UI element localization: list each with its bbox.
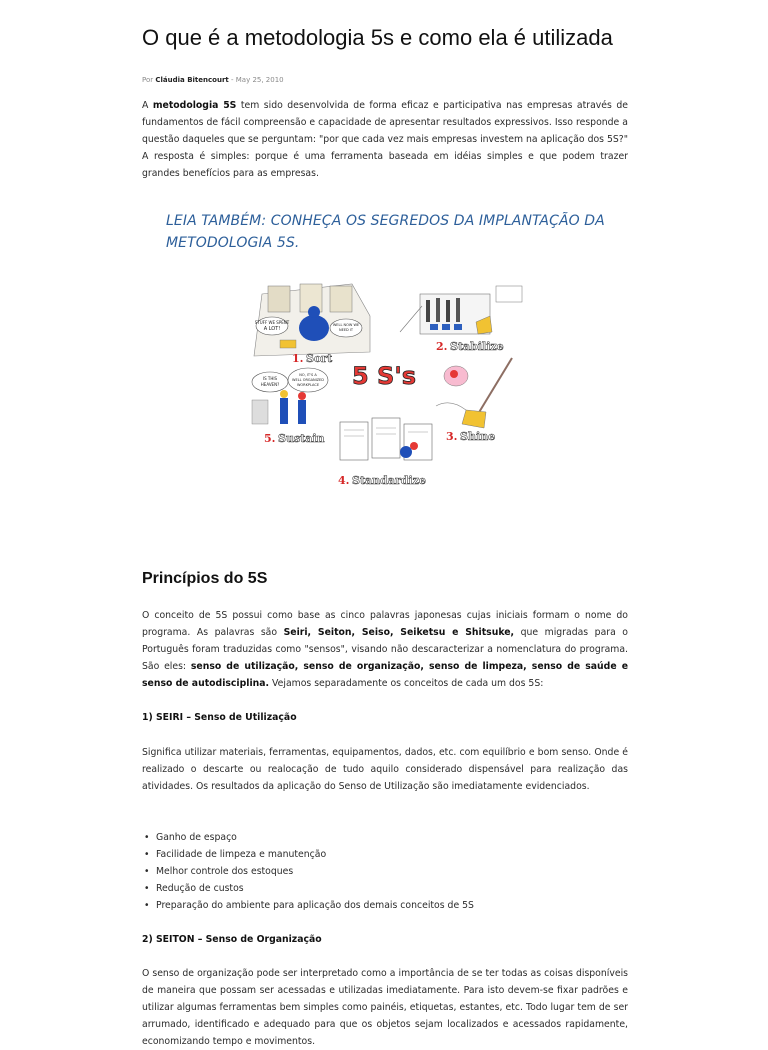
list-item: • Redução de custos [142,880,628,897]
article-title: O que é a metodologia 5s e como ela é utilizada [142,25,613,50]
svg-text:IS THIS: IS THIS [262,376,278,381]
related-article-link[interactable]: LEIA TAMBÉM: CONHEÇA OS SEGREDOS DA IMPLANTAÇÃO DA METODOLOGIA 5S. [166,213,605,251]
principles-paragraph: O conceito de 5S possui como base as cinco palavras japonesas cujas iniciais formam o nome do programa. As palavras são Seiri, Seiton, Seiso, Seiketsu e Shitsuke, que migradas para o Português foram traduzidas como "sensos", visando não descaracterizar a nomenclatura do programa. São eles: senso de utilização, senso de organização, senso de limpeza, senso de saúde e senso de autodisciplina. Vejamos separadamente os conceitos de cada um dos 5S: [142,610,628,689]
svg-text:NO, IT'S A: NO, IT'S A [299,373,317,377]
label-sort: Sort [306,352,333,365]
center-5s-label: 5 S's [352,362,416,390]
shine-scene [436,358,512,428]
svg-text:WORKPLACE: WORKPLACE [296,383,320,387]
bold-term: metodologia 5S [152,100,237,111]
svg-text:STUFF WE SPENT: STUFF WE SPENT [254,320,290,325]
publish-date: May 25, 2010 [235,76,284,84]
svg-text:5.: 5. [264,432,276,445]
sort-scene [254,284,370,356]
seiri-benefits-list [142,829,628,914]
svg-text:A LOT!: A LOT! [263,326,281,332]
svg-text:WELL ORGANIZED: WELL ORGANIZED [292,378,324,382]
list-item: • Facilidade de limpeza e manutenção [142,846,628,863]
meta-prefix: Por [142,76,154,84]
sustain-scene [252,368,328,424]
stabilize-scene [400,286,522,334]
svg-text:2.: 2. [436,340,448,353]
list-item: • Ganho de espaço [142,829,628,846]
label-standardize: Standardize [352,474,426,487]
svg-text:1.: 1. [292,352,304,365]
seiton-paragraph: O senso de organização pode ser interpretado como a importância de se ter todas as coisas disponíveis de maneira que possam ser acessadas e utilizadas imediatamente. Para isto devem-se fixar padrões e utilizar algumas ferramentas bem simples como painéis, etiquetas, estantes, etc. Todo lugar tem de ser arrumado, identificado e adequado para que os objetos sejam localizados e acessados rapidamente, economizando tempo e movimentos. [142,968,628,1047]
svg-text:3.: 3. [446,430,458,443]
label-stabilize: Stabilize [450,340,504,353]
author-link[interactable]: Cláudia Bitencourt [155,76,229,84]
svg-text:NEED IT: NEED IT [338,328,354,332]
list-item: • Melhor controle dos estoques [142,863,628,880]
svg-text:WELL NOW WE: WELL NOW WE [332,323,360,327]
seiri-heading: 1) SEIRI – Senso de Utilização [142,712,297,723]
list-item: • Preparação do ambiente para aplicação dos demais conceitos de 5S [142,897,628,914]
svg-text:HEAVEN?: HEAVEN? [260,382,280,387]
standardize-scene [340,418,432,460]
seiton-heading: 2) SEITON – Senso de Organização [142,934,322,945]
meta-separator: - [230,76,234,84]
section-heading: Princípios do 5S [142,570,268,587]
intro-paragraph: A metodologia 5S tem sido desenvolvida de forma eficaz e participativa nas empresas através de fundamentos de fácil compreensão e capacidade de apresentar resultados expressivos. Isso responde a questão daqueles que se perguntam: "por que cada vez mais empresas investem na aplicação dos 5S?" A resposta é simples: porque é uma ferramenta baseada em idéias simples e que podem trazer grandes benefícios para as empresas. [142,100,628,179]
5s-illustration [240,276,530,490]
article-meta [142,76,628,84]
seiri-paragraph: Significa utilizar materiais, ferramentas, equipamentos, dados, etc. com equilíbrio e bom senso. Onde é realizado o descarte ou realocação de tudo aquilo considerado dispensável para realização das atividades. Os resultados da aplicação do Senso de Utilização são imediatamente evidenciados. [142,747,628,792]
label-sustain: Sustain [278,432,325,445]
svg-text:4.: 4. [338,474,350,487]
label-shine: Shine [460,430,496,443]
